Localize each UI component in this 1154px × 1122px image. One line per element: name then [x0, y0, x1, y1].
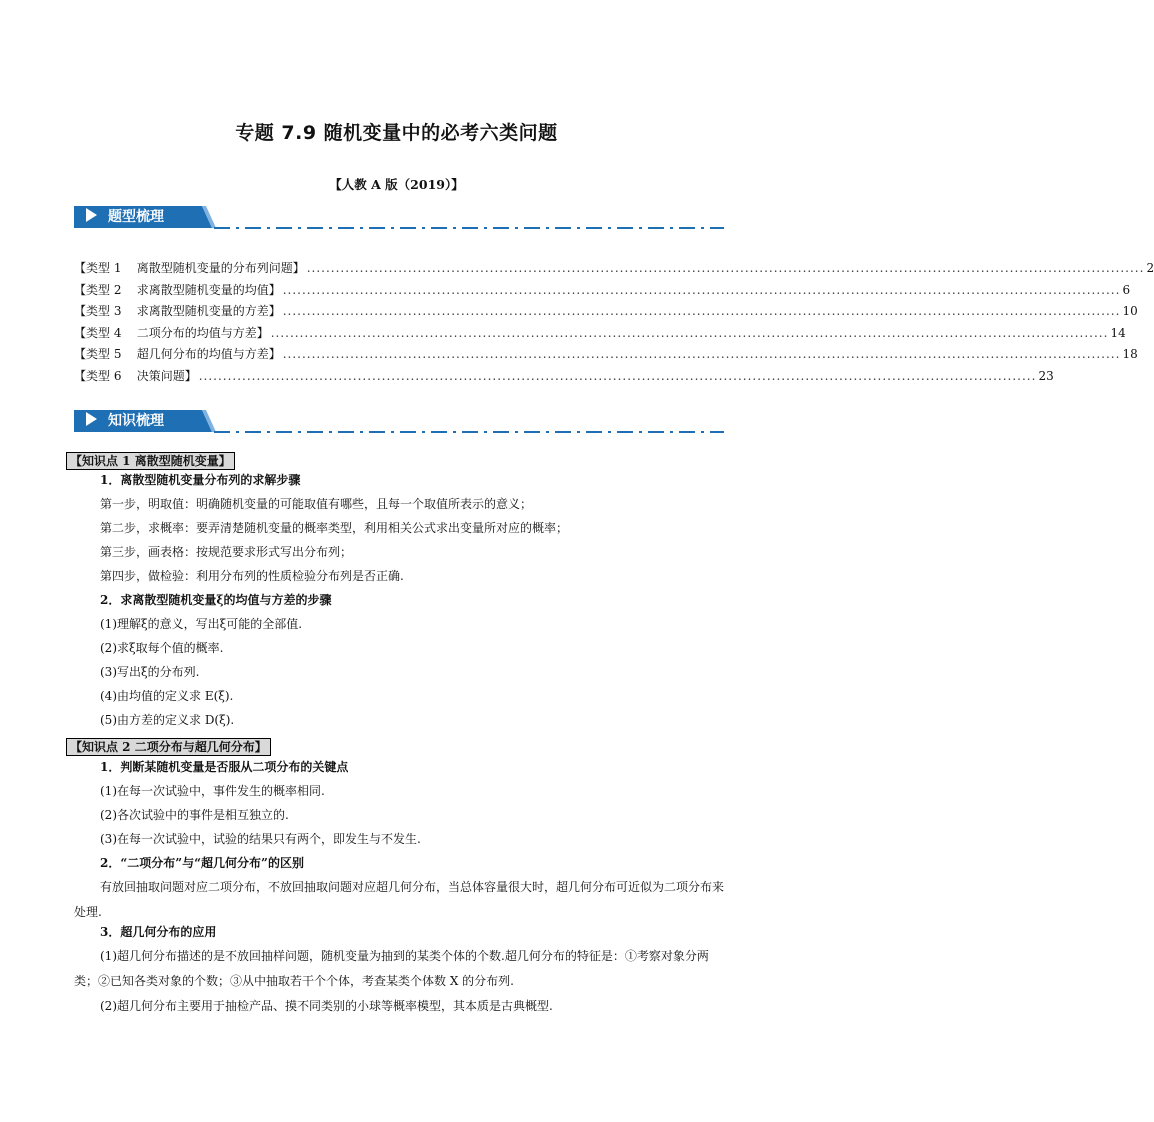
play-arrow-icon [86, 208, 97, 222]
kp1-subheading-2: 2．求离散型随机变量ξ的均值与方差的步骤 [100, 593, 332, 607]
toc-item[interactable] [74, 324, 1126, 346]
kp2-subheading-3: 3．超几何分布的应用 [100, 925, 217, 939]
section-banner-types [74, 202, 724, 232]
table-of-contents [74, 259, 1154, 388]
section-banner-knowledge [74, 406, 724, 436]
kp1-item: (5)由方差的定义求 D(ξ). [100, 713, 235, 727]
kp2-paragraph-application-2: (2)超几何分布主要用于抽检产品、摸不同类别的小球等概率模型，其本质是古典概型. [100, 999, 553, 1013]
toc-item-page: 10 [1122, 304, 1138, 318]
toc-item-text: 【类型 4 二项分布的均值与方差】 [74, 325, 269, 340]
kp2-item: (3)在每一次试验中，试验的结果只有两个，即发生与不发生. [100, 832, 421, 846]
toc-item-page: 2 [1146, 261, 1154, 275]
banner-shape [74, 406, 724, 436]
kp1-item: (2)求ξ取每个值的概率. [100, 641, 224, 655]
toc-item-text: 【类型 5 超几何分布的均值与方差】 [74, 347, 281, 361]
edition-subtitle: 【人教 A 版（2019）】 [329, 177, 464, 192]
kp2-subheading-1: 1．判断某随机变量是否服从二项分布的关键点 [100, 760, 349, 774]
kp1-item: (1)理解ξ的意义，写出ξ可能的全部值. [100, 617, 303, 631]
kp1-subheading-1: 1．离散型随机变量分布列的求解步骤 [100, 473, 301, 487]
kp2-subheading-2: 2．“二项分布”与“超几何分布”的区别 [100, 856, 304, 870]
kp2-item: (1)在每一次试验中，事件发生的概率相同. [100, 784, 325, 798]
toc-item-page: 23 [1038, 368, 1054, 383]
toc-leader: .............................................................................................................................................................................. [282, 347, 1121, 361]
kp2-paragraph-application-1: (1)超几何分布描述的是不放回抽样问题，随机变量为抽到的某类个体的个数.超几何分布的特征是：①考察对象分两类；②已知各类对象的个数；③从中抽取若干个个体，考查某类个体数 X 的分布列. [74, 949, 709, 988]
toc-item[interactable] [74, 259, 1154, 281]
toc-item[interactable] [74, 367, 1054, 389]
toc-item-page: 14 [1110, 325, 1126, 340]
kp1-step: 第二步，求概率：要弄清楚随机变量的概率类型，利用相关公式求出变量所对应的概率； [100, 521, 569, 535]
toc-item[interactable] [74, 281, 1131, 303]
kp1-step: 第三步，画表格：按规范要求形式写出分布列； [100, 545, 353, 559]
toc-leader: .............................................................................................................................................................................. [270, 325, 1109, 340]
play-arrow-icon [86, 412, 97, 426]
toc-item-text: 【类型 1 离散型随机变量的分布列问题】 [74, 261, 305, 275]
toc-leader: .............................................................................................................................................................................. [198, 368, 1037, 383]
toc-leader: .............................................................................................................................................................................. [282, 304, 1121, 318]
toc-item[interactable] [74, 345, 1138, 367]
banner-shape [74, 202, 724, 232]
kp1-step: 第一步，明取值：明确随机变量的可能取值有哪些，且每一个取值所表示的意义； [100, 497, 533, 511]
toc-item-text: 【类型 3 求离散型随机变量的方差】 [74, 304, 281, 318]
kp1-item: (3)写出ξ的分布列. [100, 665, 200, 679]
knowledge-point-2-heading: 【知识点 2 二项分布与超几何分布】 [66, 738, 271, 756]
banner-label: 知识梳理 [108, 413, 164, 429]
toc-item-page: 6 [1122, 282, 1131, 297]
toc-leader: .............................................................................................................................................................................. [282, 282, 1121, 297]
toc-item-text: 【类型 6 决策问题】 [74, 368, 197, 383]
toc-item[interactable] [74, 302, 1138, 324]
toc-item-text: 【类型 2 求离散型随机变量的均值】 [74, 282, 281, 297]
kp1-item: (4)由均值的定义求 E(ξ). [100, 689, 234, 703]
knowledge-point-1-heading: 【知识点 1 离散型随机变量】 [66, 452, 235, 470]
kp1-step: 第四步，做检验：利用分布列的性质检验分布列是否正确. [100, 569, 404, 583]
page-title: 专题 7.9 随机变量中的必考六类问题 [235, 122, 558, 144]
banner-label: 题型梳理 [108, 209, 164, 225]
kp2-item: (2)各次试验中的事件是相互独立的. [100, 808, 289, 822]
toc-item-page: 18 [1122, 347, 1138, 361]
toc-leader: .............................................................................................................................................................................. [306, 261, 1145, 275]
kp2-paragraph-difference: 有放回抽取问题对应二项分布，不放回抽取问题对应超几何分布，当总体容量很大时，超几何分布可近似为二项分布来处理. [74, 880, 725, 919]
